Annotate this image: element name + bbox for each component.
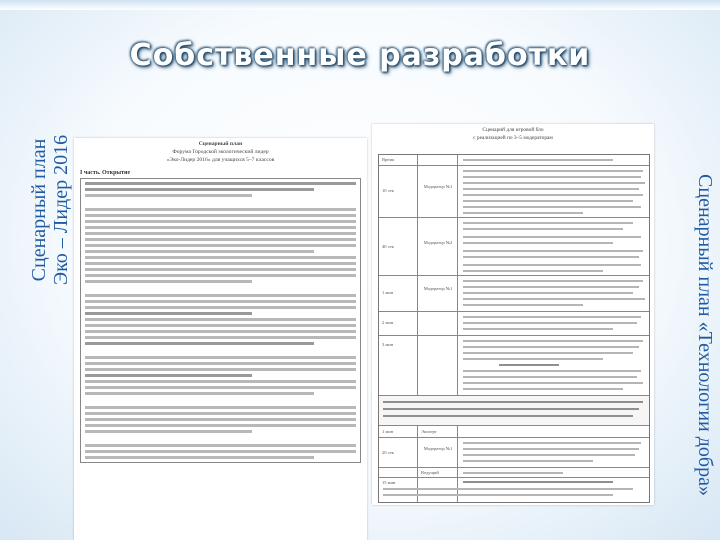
text-line	[85, 256, 356, 259]
text-line	[85, 226, 356, 229]
text-line	[463, 328, 613, 330]
scenario-table	[378, 154, 650, 503]
text-line	[463, 340, 643, 342]
text-line	[463, 212, 583, 214]
table-row	[379, 335, 649, 396]
text-line	[463, 256, 639, 258]
table-row	[379, 311, 649, 336]
text-line	[463, 382, 643, 384]
text-line	[463, 346, 639, 348]
text-line	[463, 182, 645, 184]
text-line	[463, 292, 633, 294]
table-cell-moderator: Модератор №1	[423, 446, 453, 451]
text-line	[85, 318, 356, 321]
text-line	[463, 286, 639, 288]
table-row	[379, 477, 649, 503]
text-line	[85, 418, 356, 421]
table-cell-moderator: Ведущий	[421, 470, 439, 475]
text-line	[85, 244, 356, 247]
text-line	[85, 386, 356, 389]
text-line	[463, 242, 613, 244]
doc1-heading2: Форума Городской экологический лидер	[172, 149, 269, 155]
document-thumbnail-eco-leader	[74, 138, 367, 540]
text-line	[463, 460, 593, 462]
text-line	[463, 264, 641, 266]
text-line	[463, 159, 613, 161]
text-line	[463, 442, 641, 444]
text-line	[85, 406, 356, 409]
table-cell-moderator: Модератор №2	[423, 240, 453, 245]
text-line	[85, 268, 356, 271]
text-line	[85, 300, 356, 303]
text-line	[85, 412, 356, 415]
document-thumbnail-good-technologies	[372, 124, 654, 505]
table-cell-moderator: Эксперт	[421, 429, 437, 434]
text-line	[85, 374, 252, 377]
text-line	[383, 494, 613, 496]
text-line	[463, 388, 623, 390]
text-line	[463, 280, 643, 282]
doc2-heading2: с реализацией по 3–5 модераторам	[473, 135, 553, 141]
text-line	[463, 200, 633, 202]
text-line	[383, 401, 643, 403]
text-line	[85, 238, 356, 241]
text-line	[383, 408, 639, 410]
table-cell-time: 15 мин	[382, 480, 396, 485]
text-line	[85, 220, 356, 223]
table-row	[379, 165, 649, 218]
table-row	[379, 155, 649, 165]
doc1-heading3: «Эко-Лидер 2016» для учащихся 5–7 классов	[166, 157, 275, 163]
table-cell-time: 2 мин	[382, 320, 394, 325]
text-line	[85, 424, 356, 427]
text-line	[463, 194, 643, 196]
text-line	[85, 294, 356, 297]
text-line	[463, 454, 635, 456]
text-line	[85, 324, 356, 327]
text-line	[463, 250, 643, 252]
doc1-heading1: Сценарный план	[198, 141, 243, 147]
table-cell-time: Время	[382, 157, 395, 162]
top-frame-strip	[0, 0, 720, 10]
text-line	[463, 236, 641, 238]
text-line	[85, 232, 356, 235]
left-vertical-label	[28, 40, 72, 380]
text-line	[85, 356, 356, 359]
doc1-part-label: I часть. Открытие	[80, 170, 131, 176]
text-line	[463, 170, 643, 172]
text-line	[85, 430, 252, 433]
text-line	[85, 182, 356, 185]
text-line	[463, 322, 637, 324]
table-cell-time: 3 мин	[382, 342, 394, 347]
text-line	[463, 228, 623, 230]
text-line	[85, 250, 314, 253]
text-line	[85, 444, 356, 447]
doc1-header	[74, 138, 367, 164]
text-line	[85, 342, 314, 345]
text-line	[463, 376, 637, 378]
text-line	[463, 188, 639, 190]
text-line	[85, 312, 252, 315]
text-line	[85, 380, 356, 383]
text-line	[463, 176, 641, 178]
text-line	[85, 274, 356, 277]
text-line	[463, 316, 641, 318]
text-line	[463, 358, 603, 360]
table-cell-time: 10 сек	[382, 188, 394, 193]
text-line	[85, 456, 314, 459]
table-cell-time: 1 мин	[382, 429, 394, 434]
left-label-line2: Эко – Лидер 2016	[50, 134, 72, 286]
table-cell-moderator: Модератор №1	[423, 184, 453, 189]
text-line	[463, 304, 583, 306]
text-line	[463, 270, 603, 272]
table-row	[379, 395, 649, 426]
text-line	[463, 370, 641, 372]
text-line	[85, 392, 314, 395]
text-line	[85, 208, 356, 211]
doc1-text-block	[80, 178, 361, 463]
text-line	[499, 364, 559, 366]
table-cell-time: 1 мин	[382, 290, 394, 295]
text-line	[463, 298, 645, 300]
text-line	[85, 330, 356, 333]
text-line	[85, 262, 356, 265]
table-cell-moderator: Модератор №1	[423, 286, 453, 291]
text-line	[463, 472, 563, 474]
text-line	[463, 448, 639, 450]
text-line	[85, 368, 356, 371]
text-line	[85, 450, 356, 453]
table-cell-time: 40 сек	[382, 244, 394, 249]
text-line	[383, 415, 633, 417]
table-row	[379, 437, 649, 468]
text-line	[85, 188, 314, 191]
right-vertical-label: Сценарный план «Технологии добра»	[694, 174, 716, 496]
text-line	[383, 488, 633, 490]
text-line	[85, 214, 356, 217]
text-line	[85, 194, 252, 197]
table-cell-time: 20 сек	[382, 450, 394, 455]
text-line	[463, 352, 633, 354]
table-row	[379, 217, 649, 276]
left-label-line1: Сценарный план	[28, 138, 50, 282]
text-line	[85, 306, 356, 309]
slide-title: Собственные разработки	[129, 38, 591, 73]
text-line	[463, 222, 633, 224]
text-line	[463, 206, 641, 208]
doc2-header	[372, 124, 654, 142]
text-line	[85, 336, 356, 339]
text-line	[463, 481, 613, 483]
table-row	[379, 275, 649, 312]
doc2-heading1: Сценарий для игровой бло	[482, 127, 544, 133]
text-line	[85, 362, 356, 365]
text-line	[85, 280, 252, 283]
